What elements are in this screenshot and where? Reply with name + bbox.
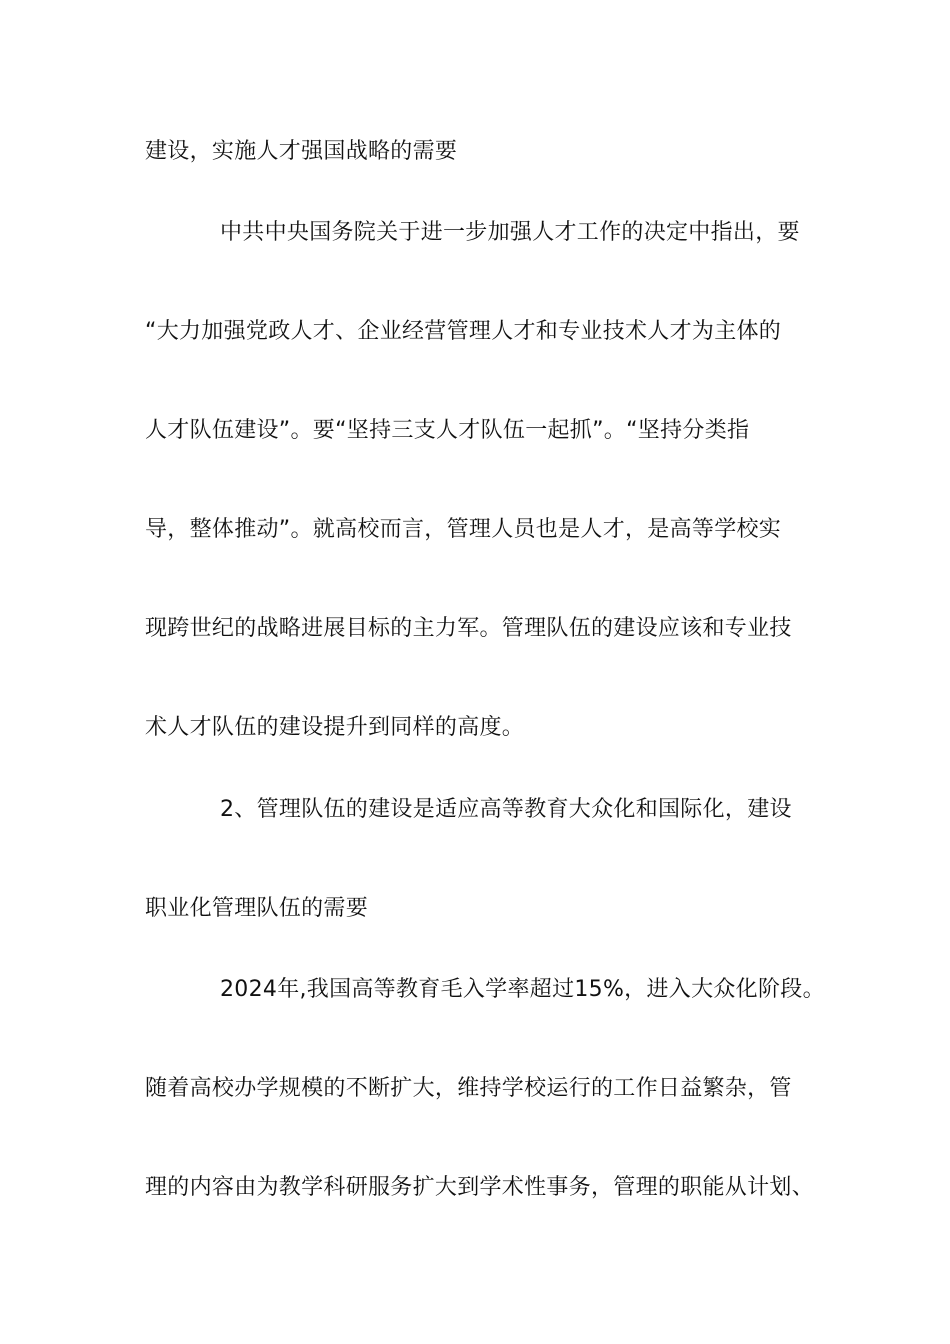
- paragraph-line: 建设，实施人才强国战略的需要: [145, 139, 458, 164]
- paragraph-line: 人才队伍建设”。要“坚持三支人才队伍一起抓”。“坚持分类指: [145, 418, 750, 443]
- paragraph-line: 导，整体推动”。就高校而言，管理人员也是人才，是高等学校实: [145, 517, 782, 542]
- paragraph-line: 理的内容由为教学科研服务扩大到学术性事务，管理的职能从计划、: [145, 1175, 815, 1200]
- paragraph-line: 术人才队伍的建设提升到同样的高度。: [145, 715, 525, 740]
- paragraph-line: 现跨世纪的战略进展目标的主力军。管理队伍的建设应该和专业技: [145, 616, 792, 641]
- paragraph-line: 中共中央国务院关于进一步加强人才工作的决定中指出，要: [220, 220, 800, 245]
- paragraph-line: 2024年,我国高等教育毛入学率超过15%，进入大众化阶段。: [220, 977, 825, 1002]
- paragraph-line: 2、管理队伍的建设是适应高等教育大众化和国际化，建设: [220, 797, 792, 822]
- paragraph-line: 职业化管理队伍的需要: [145, 896, 369, 921]
- paragraph-line: “大力加强党政人才、企业经营管理人才和专业技术人才为主体的: [145, 319, 782, 344]
- paragraph-line: 随着高校办学规模的不断扩大，维持学校运行的工作日益繁杂，管: [145, 1076, 792, 1101]
